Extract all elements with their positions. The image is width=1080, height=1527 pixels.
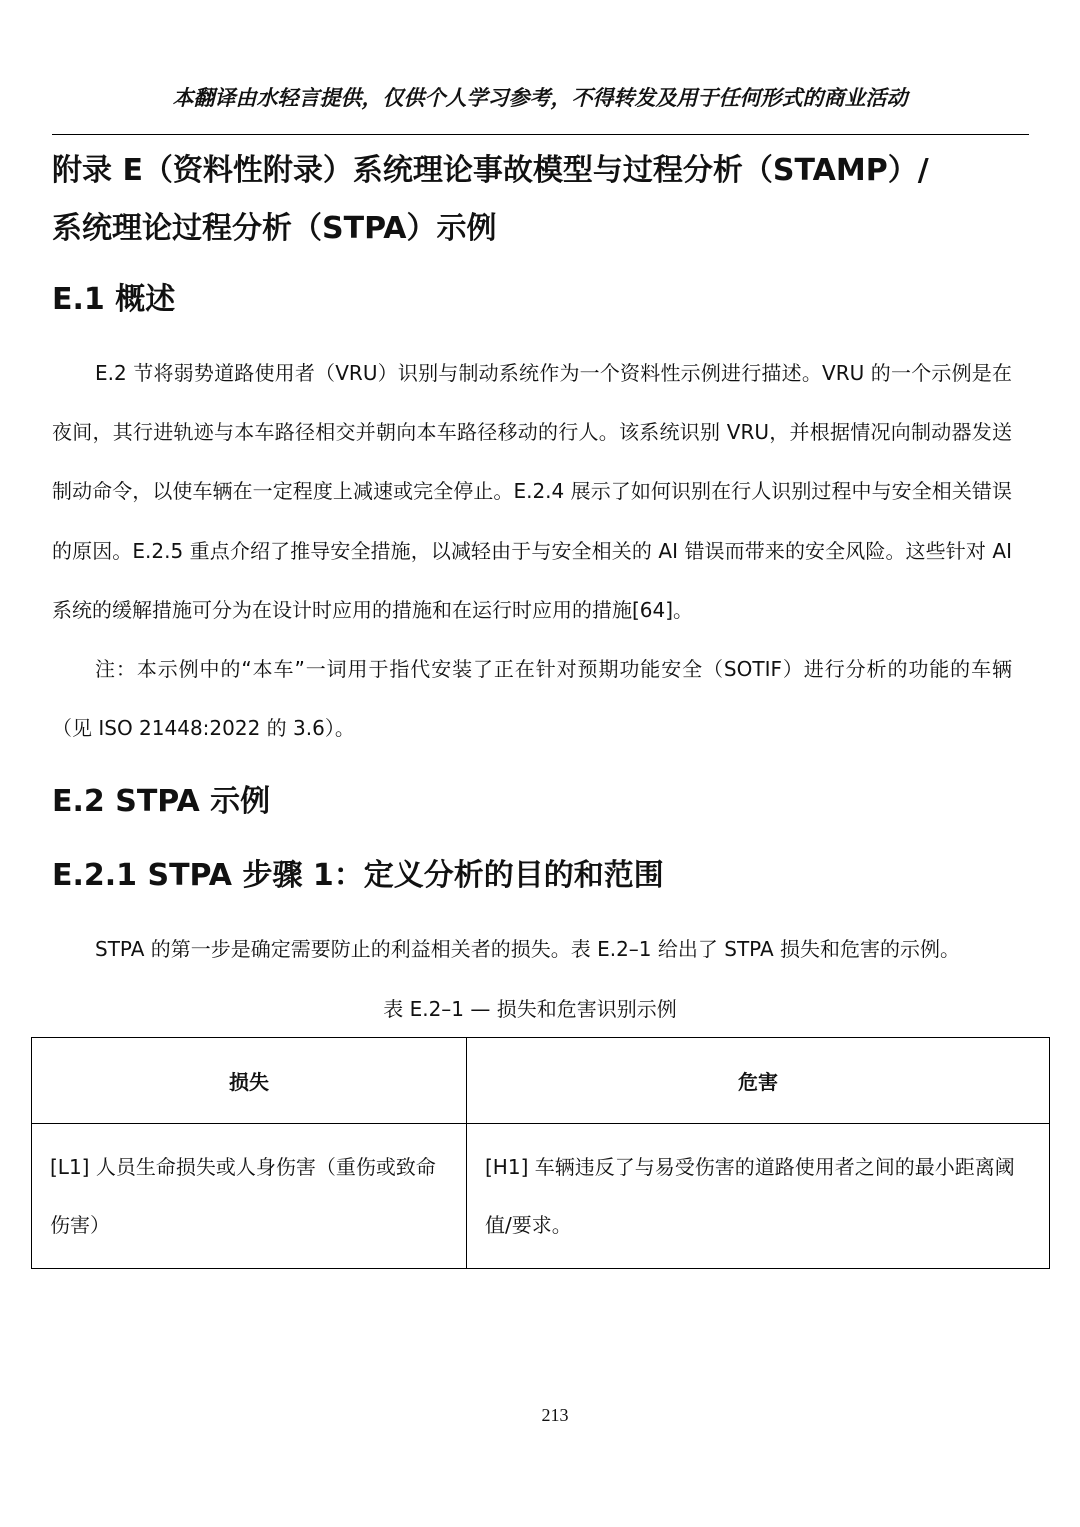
section-e1-body (52, 344, 1012, 758)
overview-paragraph: E.2 节将弱势道路使用者（VRU）识别与制动系统作为一个资料性示例进行描述。VRU 的一个示例是在夜间，其行进轨迹与本车路径相交并朝向本车路径移动的行人。该系统识别 VRU，并根据情况向制动器发送制动命令，以使车辆在一定程度上减速或完全停止。E.2.4 展示了如何识别在行人识别过程中与安全相关错误的原因。E.2.5 重点介绍了推导安全措施，以减轻由于与安全相关的 AI 错误而带来的安全风险。这些针对 AI 系统的缓解措施可分为在设计时应用的措施和在运行时应用的措施[64]。 (52, 361, 1012, 622)
section-e21-heading: E.2.1 STPA 步骤 1：定义分析的目的和范围 (52, 858, 664, 893)
loss-cell: [L1] 人员生命损失或人身伤害（重伤或致命伤害） (32, 1124, 467, 1269)
loss-hazard-table (31, 1037, 1050, 1269)
table-row (32, 1124, 1050, 1269)
page-number: 213 (541, 1405, 569, 1425)
stpa-step1-paragraph: STPA 的第一步是确定需要防止的利益相关者的损失。表 E.2–1 给出了 STPA 损失和危害的示例。 (95, 937, 960, 961)
note-paragraph: 注：本示例中的“本车”一词用于指代安装了正在针对预期功能安全（SOTIF）进行分析的功能的车辆（见 ISO 21448:2022 的 3.6）。 (52, 657, 1012, 741)
section-e21-body (52, 920, 1012, 979)
section-e1-heading: E.1 概述 (52, 282, 176, 317)
annex-title-line-2: 系统理论过程分析（STPA）示例 (52, 211, 497, 246)
annex-title (52, 142, 1032, 258)
header-divider (52, 134, 1029, 135)
hazard-cell: [H1] 车辆违反了与易受伤害的道路使用者之间的最小距离阈值/要求。 (467, 1124, 1050, 1269)
translation-notice: 本翻译由水轻言提供，仅供个人学习参考，不得转发及用于任何形式的商业活动 (172, 86, 908, 110)
table-header-row (32, 1038, 1050, 1124)
column-header-loss: 损失 (32, 1038, 467, 1124)
column-header-hazard: 危害 (467, 1038, 1050, 1124)
annex-title-line-1: 附录 E（资料性附录）系统理论事故模型与过程分析（STAMP）/ (52, 153, 929, 188)
section-e2-heading: E.2 STPA 示例 (52, 784, 271, 819)
table-caption: 表 E.2–1 — 损失和危害识别示例 (383, 997, 677, 1021)
